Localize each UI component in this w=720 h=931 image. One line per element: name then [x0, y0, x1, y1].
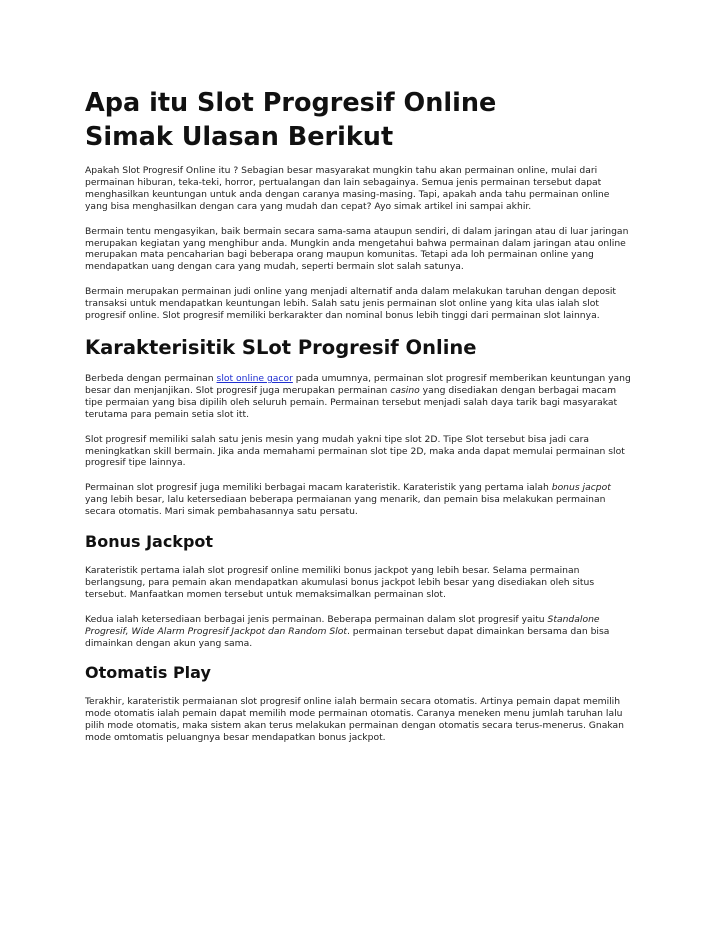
page-title-line1: Apa itu Slot Progresif Online	[85, 88, 497, 118]
karakteristik-paragraph-3	[85, 482, 632, 518]
intro-paragraph-1: Apakah Slot Progresif Online itu ? Sebagian besar masyarakat mungkin tahu akan permainan online, mulai dari permainan hiburan, teka-teki, horror, pertualangan dan lain sebagainya. Semua jenis permainan tersebut dapat menghasilkan keuntungan untuk anda dengan caranya masing-masing. Tapi, apakah anda tahu permainan online yang bisa menghasilkan dengan cara yang mudah dan cepat? Ayo simak artikel ini sampai akhir.	[85, 165, 610, 212]
page-title-line2: Simak Ulasan Berikut	[85, 122, 394, 152]
casino-emphasis: casino	[390, 384, 420, 396]
text-segment: yang disediakan dengan berbagai macam tipe permaian yang bisa dipilih oleh seluruh pemain. Permainan tersebut menjadi salah daya tarik bagi masyarakat terutama para pemain setia slot itt.	[85, 384, 618, 420]
text-segment: Berbeda dengan permainan	[85, 372, 217, 384]
karakteristik-paragraph-1	[85, 373, 632, 421]
text-segment: Permainan slot progresif juga memiliki berbagai macam karateristik. Karateristik yang pertama ialah	[85, 482, 552, 494]
section-heading-bonus-jackpot: Bonus Jackpot	[85, 532, 214, 552]
intro-paragraph-3: Bermain merupakan permainan judi online yang menjadi alternatif anda dalam melakukan taruhan dengan deposit transaksi untuk mendapatkan keuntungan lebih. Salah satu jenis permainan slot online yang kita ulas ialah slot progresif online. Slot progresif memiliki berkarakter dan nominal bonus lebih tinggi dari permainan slot lainnya.	[85, 286, 617, 322]
text-segment: . permainan tersebut dapat dimainkan bersama dan bisa dimainkan dengan akun yang sama.	[85, 625, 610, 649]
section-heading-karakteristik: Karakterisitik SLot Progresif Online	[85, 335, 477, 359]
game-types-emphasis: Standalone Progresif, Wide Alarm Progresif Jackpot dan Random Slot	[85, 613, 600, 637]
karakteristik-paragraph-2: Slot progresif memiliki salah satu jenis mesin yang mudah yakni tipe slot 2D. Tipe Slot tersebut bisa jadi cara meningkatkan skill bermain. Jika anda memahami permainan slot tipe 2D, maka anda dapat memulai permainan slot progresif tipe lainnya.	[85, 433, 625, 469]
text-segment: Kedua ialah ketersediaan berbagai jenis permainan. Beberapa permainan dalam slot progresif yaitu	[85, 613, 548, 625]
intro-paragraph-2: Bermain tentu mengasyikan, baik bermain secara sama-sama ataupun sendiri, di dalam jaringan atau di luar jaringan merupakan kegiatan yang menghibur anda. Mungkin anda mengetahui bahwa permainan dalam jaringan atau online merupakan mata pencaharian bagi beberapa orang maupun komunitas. Tetapi ada loh permainan online yang mendapatkan uang dengan cara yang mudah, seperti bermain slot salah satunya.	[85, 225, 629, 273]
text-segment: pada umumnya, permainan slot progresif memberikan keuntungan yang besar dan menjanjikan. Slot progresif juga merupakan permainan	[85, 372, 631, 396]
page-title	[85, 86, 632, 154]
section-heading-otomatis-play: Otomatis Play	[85, 663, 211, 683]
bonus-jackpot-paragraph-1: Karateristik pertama ialah slot progresif online memiliki bonus jackpot yang lebih besar. Selama permainan berlangsung, para pemain akan mendapatkan akumulasi bonus jackpot lebih besar yang disediakan oleh situs tersebut. Manfaatkan momen tersebut untuk memaksimalkan permainan slot.	[85, 565, 595, 600]
bonus-jackpot-paragraph-2	[85, 614, 632, 650]
text-segment: yang lebih besar, lalu ketersediaan beberapa permaianan yang menarik, dan pemain bisa melakukan permainan secara otomatis. Mari simak pembahasannya satu persatu.	[85, 494, 606, 518]
otomatis-play-paragraph-1: Terakhir, karateristik permaianan slot progresif online ialah bermain secara otomatis. Artinya pemain dapat memilih mode otomatis ialah pemain dapat memilih mode permainan otomatis. Caranya meneken menu jumlah taruhan lalu pilih mode otomatis, maka sistem akan terus melakukan permainan dengan otomatis secara terus-menerus. Gnakan mode omtomatis peluangnya besar mendapatkan bonus jackpot.	[85, 696, 624, 744]
bonus-jacpot-emphasis: bonus jacpot	[551, 482, 611, 494]
slot-online-gacor-link[interactable]: slot online gacor	[216, 372, 293, 384]
